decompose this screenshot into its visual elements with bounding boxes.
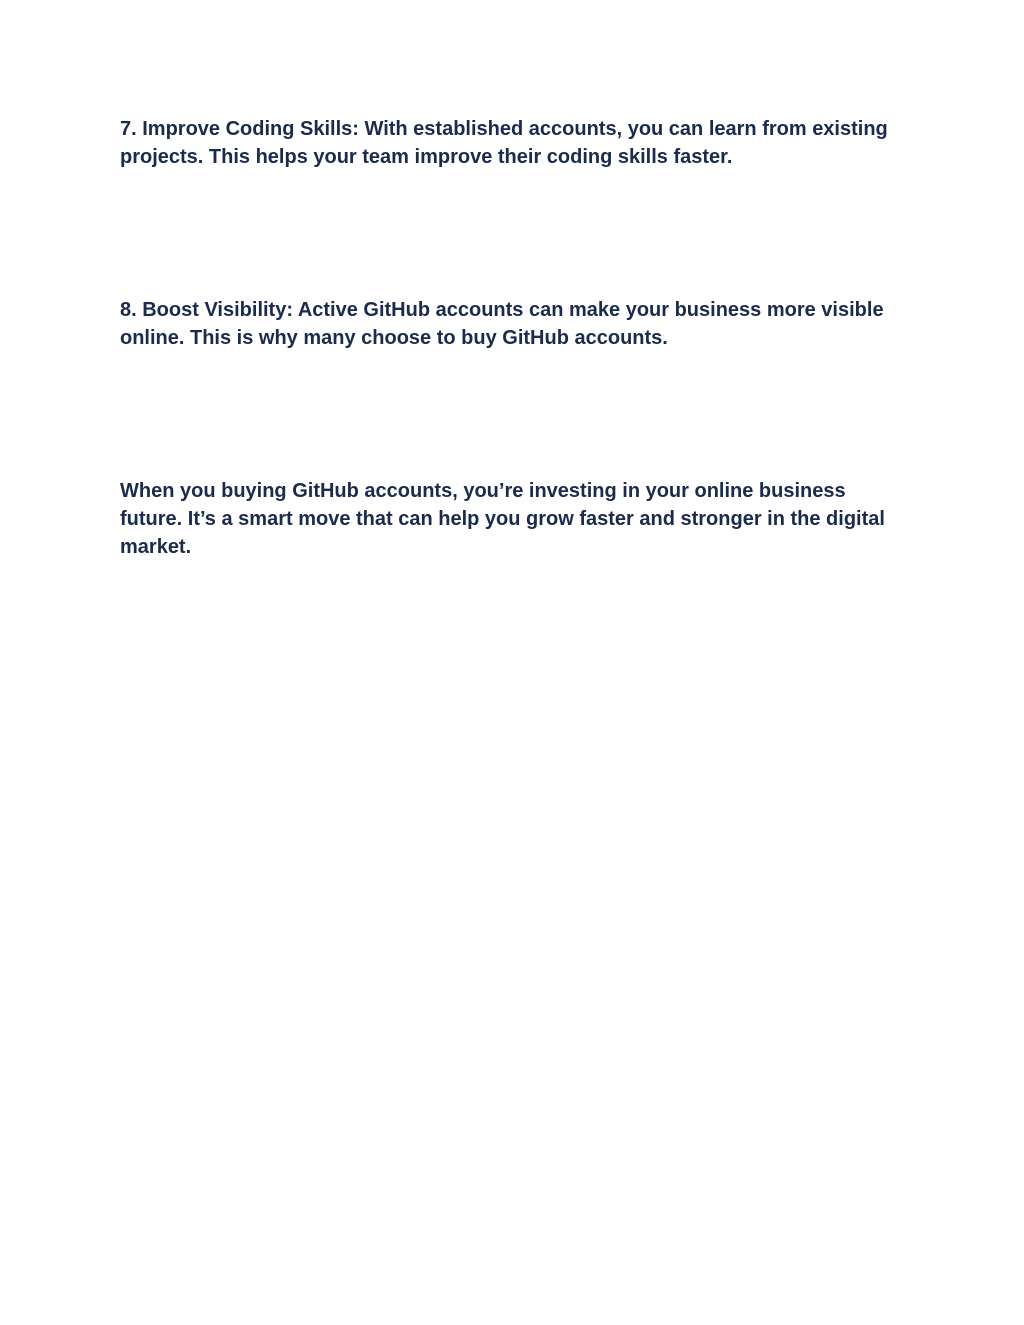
text-line: future. It’s a smart move that can help you grow faster and stronger in the digital xyxy=(120,508,885,530)
paragraph-improve-coding-skills xyxy=(120,115,920,171)
document-body xyxy=(120,115,920,561)
text-line: When you buying GitHub accounts, you’re investing in your online business xyxy=(120,480,846,502)
paragraph-boost-visibility xyxy=(120,296,920,352)
text-line: projects. This helps your team improve their coding skills faster. xyxy=(120,146,733,168)
text-line: market. xyxy=(120,536,192,558)
text-line: 7. Improve Coding Skills: With established accounts, you can learn from existing xyxy=(120,118,888,140)
paragraph-conclusion xyxy=(120,477,920,561)
text-line: 8. Boost Visibility: Active GitHub accounts can make your business more visible xyxy=(120,299,884,321)
text-line: online. This is why many choose to buy GitHub accounts. xyxy=(120,327,668,349)
